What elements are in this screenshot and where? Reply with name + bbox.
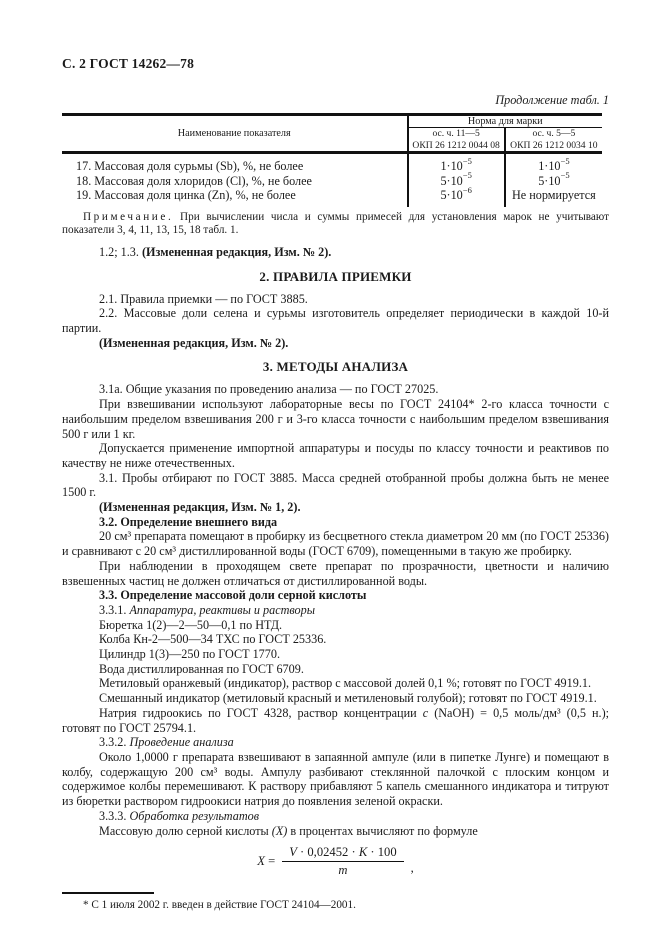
table-header-row-1 xyxy=(62,115,602,128)
grade-okp-code: ОКП 26 1212 0044 08 xyxy=(412,139,500,151)
indicator-name: 17. Массовая доля сурьмы (Sb), %, не более xyxy=(76,159,304,173)
norm-value: $5\cdot 10^{-5}$ xyxy=(505,174,602,189)
paragraph-3-2-body-1: 20 см³ препарата помещают в пробирку из бесцветного стекла диаметром 20 мм (по ГОСТ 25336) и сравнивают с 20 см³ дистиллированной воды (ГОСТ 6709), помещенными в такую же пробирку. xyxy=(62,529,609,559)
paragraph-imported-equipment: Допускается применение импортной аппаратуры и посуды по классу точности и реактивов по качеству не ниже отечественных. xyxy=(62,441,609,470)
formula-denominator: m xyxy=(338,863,348,878)
reagent-item-naoh: Натрия гидроокись по ГОСТ 4328, раствор концентрации c (NaOH) = 0,5 моль/дм³ (0,5 н.); готовят по ГОСТ 25794.1. xyxy=(62,705,610,735)
page-header: С. 2 ГОСТ 14262—78 xyxy=(62,56,195,71)
amendment-1-2-1-3: 1.2; 1.3. (Измененная редакция, Изм. № 2). xyxy=(99,244,332,259)
paragraph-3-3-2-body: Около 1,0000 г препарата взвешивают в запаянной ампуле (или в пипетке Лунге) и помещают в колбу, содержащую 200 см³ воды. Ампулу разбивают стеклянной палочкой с плоским концом и содержимое колбы перемешивают. К раствору прибавляют 5 капель смешанного индикатора и титруют из бюретки раствором гидроокиси натрия до появления зеленой окраски. xyxy=(62,750,609,809)
paragraph-formula-lead: Массовую долю серной кислоты (X) в процентах вычисляют по формуле xyxy=(99,823,478,838)
section-3-heading: 3. МЕТОДЫ АНАЛИЗА xyxy=(262,359,409,375)
paragraph-3-3-title: 3.3. Определение массовой доли серной кислоты xyxy=(99,588,367,603)
paragraph-3-2-body-2: При наблюдении в проходящем свете препарат по прозрачности, цветности и наличию взвешенных частиц не должен отличаться от дистиллированной воды. xyxy=(62,558,609,588)
note-label: Примечание. xyxy=(83,210,174,223)
formula-numerator: V · 0,02452 · K · 100 xyxy=(282,845,403,862)
footnote xyxy=(62,899,609,912)
note-text: При вычислении числа и суммы примесей для установления марок не учитывают показатели 3, 4, 11, 13, 15, 18 табл. 1. xyxy=(62,210,609,236)
amendment-section-2: (Измененная редакция, Изм. № 2). xyxy=(99,335,289,350)
norm-value: $5\cdot 10^{-6}$ xyxy=(408,188,505,207)
norms-table xyxy=(62,113,602,207)
norm-value: Не нормируется xyxy=(505,188,602,207)
amendment-section-3: (Измененная редакция, Изм. № 1, 2). xyxy=(99,500,301,515)
footnote-marker: * xyxy=(83,899,89,912)
norm-value: $5\cdot 10^{-5}$ xyxy=(408,174,505,189)
indicator-name: 18. Массовая доля хлоридов (Cl), %, не более xyxy=(76,173,312,188)
reagent-item: Смешанный индикатор (метиловый красный и метиленовый голубой); готовят по ГОСТ 4919.1. xyxy=(99,691,597,706)
indicator-name: 19. Массовая доля цинка (Zn), %, не более xyxy=(76,188,296,202)
formula xyxy=(62,845,609,878)
reagent-item: Метиловый оранжевый (индикатор), раствор с массовой долей 0,1 %; готовят по ГОСТ 4919.1. xyxy=(99,676,592,691)
paragraph-2-2: 2.2. Массовые доли селена и сурьмы изготовитель определяет периодически в каждой 10-й партии. xyxy=(62,306,609,336)
grade-name: ос. ч. 11—5 xyxy=(432,128,480,139)
paragraph-3-2-title: 3.2. Определение внешнего вида xyxy=(99,514,278,529)
grade-header-2 xyxy=(505,128,602,153)
formula-lhs: X = xyxy=(257,854,276,869)
norm-value: $1\cdot 10^{-5}$ xyxy=(408,153,505,174)
column-header-norm: Норма для марки xyxy=(408,115,603,128)
column-header-name: Наименование показателя xyxy=(62,115,408,153)
section-2-heading: 2. ПРАВИЛА ПРИЕМКИ xyxy=(259,268,412,284)
grade-okp-code: ОКП 26 1212 0034 10 xyxy=(510,139,598,151)
paragraph-2-1: 2.1. Правила приемки — по ГОСТ 3885. xyxy=(99,291,308,306)
paragraph-3-3-3-title: 3.3.3. Обработка результатов xyxy=(99,808,260,823)
footnote-text: С 1 июля 2002 г. введен в действие ГОСТ 24104—2001. xyxy=(91,899,356,912)
paragraph-3-3-2-title: 3.3.2. Проведение анализа xyxy=(99,735,234,750)
reagent-item: Колба Кн-2—500—34 ТХС по ГОСТ 25336. xyxy=(99,632,327,647)
reagent-item: Бюретка 1(2)—2—50—0,1 по НТД. xyxy=(99,617,283,632)
table-note xyxy=(62,211,609,237)
table-row xyxy=(62,188,602,207)
paragraph-3-1a: 3.1а. Общие указания по проведению анализа — по ГОСТ 27025. xyxy=(99,382,439,397)
paragraph-3-3-1-title: 3.3.1. Аппаратура, реактивы и растворы xyxy=(99,602,315,617)
reagent-item: Вода дистиллированная по ГОСТ 6709. xyxy=(99,661,304,676)
table-row xyxy=(62,153,602,174)
grade-header-1 xyxy=(408,128,505,153)
paragraph-weighing: При взвешивании используют лабораторные весы по ГОСТ 24104* 2-го класса точности с наибольшим пределом взвешивания 200 г и 3-го класса точности с наибольшим пределом взвешивания 500 г или 1 кг. xyxy=(62,397,609,441)
paragraph-3-1: 3.1. Пробы отбирают по ГОСТ 3885. Масса средней отобранной пробы должна быть не менее 1500 г. xyxy=(62,470,609,500)
reagent-item: Цилиндр 1(3)—250 по ГОСТ 1770. xyxy=(99,647,281,662)
grade-name: ос. ч. 5—5 xyxy=(532,128,576,139)
formula-comma: , xyxy=(410,861,414,876)
norm-value: $1\cdot 10^{-5}$ xyxy=(505,153,602,174)
table-row xyxy=(62,174,602,189)
formula-fraction xyxy=(282,845,403,878)
footnote-divider xyxy=(62,892,154,894)
table-caption: Продолжение табл. 1 xyxy=(495,93,609,107)
